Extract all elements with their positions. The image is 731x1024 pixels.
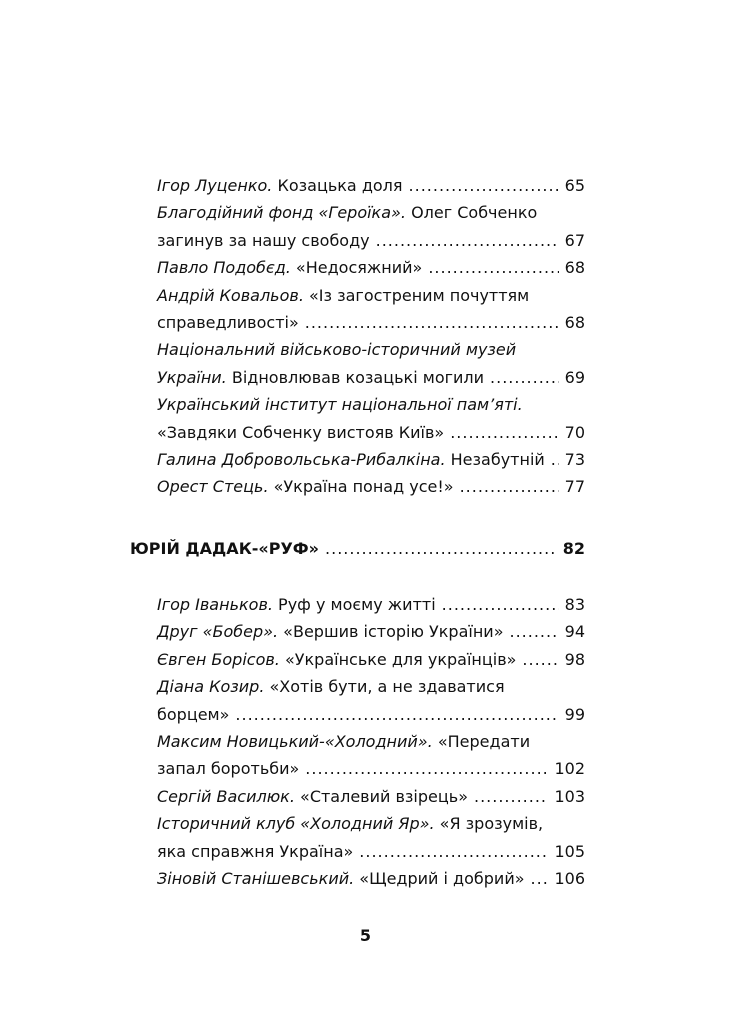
toc-entry-line [157,172,585,199]
toc-entry[interactable] [157,865,585,892]
toc-entry-line [157,309,585,336]
toc-entry-line [157,473,585,500]
toc-entry-line [157,755,585,782]
toc-entry[interactable] [157,673,585,728]
entry-author: Національний військово-історичний музей [157,340,517,360]
entry-title: «Сталевий взірець» [294,786,468,806]
toc-entry-line [157,865,585,892]
page-number: 5 [359,926,372,945]
entry-title: Руф у моєму житті [272,595,436,614]
toc-entry-line [157,364,585,391]
entry-title: «Україна понад усе!» [268,477,454,497]
leader-dots [509,618,558,645]
entry-author: Галина Добровольська-Рибалкіна. [157,450,446,470]
leader-dots [442,591,559,618]
entry-title: загинув за нашу свободу [157,230,370,250]
entry-title: яка справжня Україна» [157,841,354,861]
toc-entry[interactable] [157,172,585,199]
entry-author: Історичний клуб «Холодний Яр». [157,814,435,834]
entry-title: запал боротьби» [157,759,300,779]
toc-entry-line [157,810,585,837]
leader-dots [460,473,559,500]
toc-entry[interactable] [157,254,585,281]
toc-entry[interactable] [157,391,585,446]
entry-author: Український інститут національної пам’яті. [157,395,523,415]
toc-entry[interactable] [157,646,585,673]
toc-entry-line [157,336,585,363]
toc-list-part2 [157,591,585,892]
entry-title: Козацька доля [272,176,403,195]
entry-title: «Завдяки Собченку вистояв Київ» [157,422,445,442]
entry-author: Орест Стець. [157,477,269,497]
entry-author: Благодійний фонд «Героїка». [157,203,406,223]
entry-page: 83 [564,595,585,614]
toc-entry-line [157,282,585,309]
toc-entry-line [157,728,585,755]
entry-page: 102 [554,759,585,779]
toc-entry-line [157,227,585,254]
leader-dots [522,646,558,673]
toc-entry-line [157,701,585,728]
leader-dots [305,755,548,782]
entry-author: Євген Борісов. [157,649,280,669]
toc-entry[interactable] [157,728,585,783]
leader-dots [409,172,559,199]
entry-title: «Щедрий і добрий» [354,869,525,889]
section-title: ЮРІЙ ДАДАК-«РУФ» [130,539,320,558]
entry-author: Андрій Ковальов. [157,285,304,305]
entry-page: 106 [554,869,585,889]
toc-entry[interactable] [157,199,585,254]
entry-title: «Я зрозумів, [434,814,544,834]
entry-author: Друг «Бобер». [157,622,279,642]
toc-entry-line [157,199,585,226]
entry-author: Зіновій Станішевський. [157,869,355,889]
entry-page: 103 [554,786,585,806]
toc-entry-line [157,618,585,645]
entry-page: 73 [564,450,585,470]
entry-author: Сергій Василюк. [157,786,295,806]
toc-entry-line [157,254,585,281]
toc-entry-line [157,419,585,446]
entry-author: України. [157,367,227,387]
entry-title: «Недосяжний» [290,258,423,278]
toc-entry[interactable] [157,282,585,337]
leader-dots [376,227,559,254]
leader-dots [325,537,557,561]
entry-page: 69 [564,367,585,387]
entry-title: «Передати [432,732,531,752]
entry-page: 99 [564,704,585,724]
entry-page: 105 [554,841,585,861]
leader-dots [359,838,548,865]
entry-title: «Українське для українців» [279,649,517,669]
entry-page: 77 [564,477,585,497]
section-page: 82 [562,539,585,558]
leader-dots [531,865,549,892]
entry-page: 94 [564,622,585,642]
leader-dots [490,364,559,391]
entry-author: Максим Новицький-«Холодний». [157,732,433,752]
toc-entry[interactable] [157,446,585,473]
entry-page: 98 [564,649,585,669]
entry-title: Незабутній [445,450,545,470]
leader-dots [450,419,558,446]
entry-page: 68 [564,313,585,333]
entry-title: «Хотів бути, а не здаватися [264,677,505,697]
toc-entry-line [157,591,585,618]
section-heading [130,537,585,561]
toc-entry-line [157,838,585,865]
entry-author: Діана Козир. [157,677,265,697]
toc-entry-line [157,646,585,673]
entry-title: борцем» [157,704,230,724]
leader-dots [474,783,548,810]
leader-dots [428,254,558,281]
entry-author: Ігор Іваньков. [157,595,273,614]
entry-title: справедливості» [157,313,299,333]
entry-page: 70 [564,422,585,442]
leader-dots [551,446,559,473]
entry-title: «Із загостреним почуттям [303,285,530,305]
toc-entry-line [157,391,585,418]
toc-entry[interactable] [157,618,585,645]
entry-page: 67 [564,230,585,250]
toc-entry-line [157,673,585,700]
entry-title: «Вершив історію України» [278,622,504,642]
entry-author: Павло Подобєд. [157,258,291,278]
toc-entry[interactable] [157,473,585,500]
toc-entry[interactable] [157,810,585,865]
toc-entry-line [157,783,585,810]
entry-title: Відновлював козацькі могили [226,367,485,387]
toc-entry[interactable] [157,591,585,618]
toc-entry[interactable] [157,783,585,810]
toc-entry-line [157,446,585,473]
toc-list-part1 [157,172,585,501]
leader-dots [235,701,558,728]
entry-title: Олег Собченко [405,203,538,223]
entry-author: Ігор Луценко. [157,176,273,195]
toc-entry[interactable] [157,336,585,391]
entry-page: 65 [564,176,585,195]
leader-dots [305,309,559,336]
entry-page: 68 [564,258,585,278]
